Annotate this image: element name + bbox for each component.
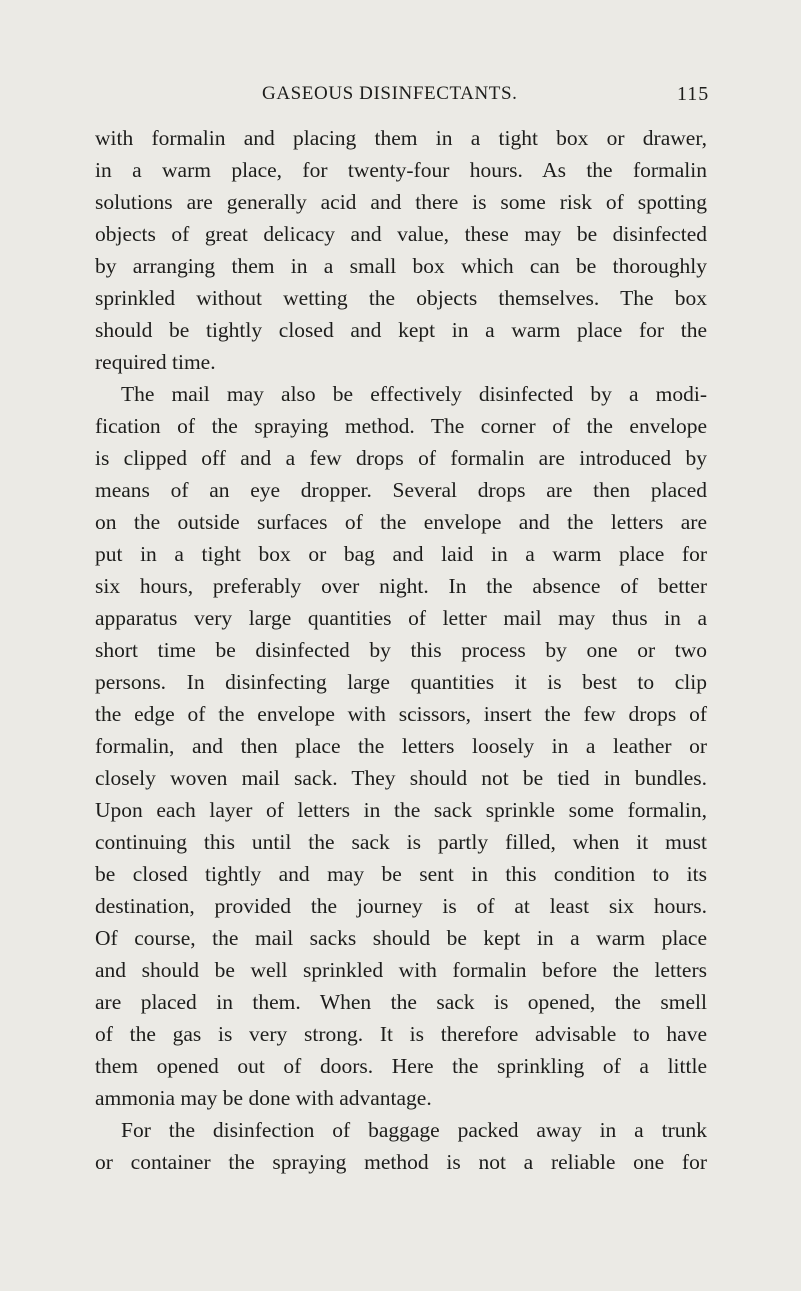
- text-line: are placed in them. When the sack is opened, the smell: [95, 990, 707, 1014]
- text-line: destination, provided the journey is of at least six hours.: [95, 894, 707, 918]
- running-head: [0, 83, 801, 113]
- text-line: Upon each layer of letters in the sack sprinkle some formalin,: [95, 798, 707, 822]
- text-line: closely woven mail sack. They should not be tied in bundles.: [95, 766, 707, 790]
- text-line: solutions are generally acid and there is some risk of spotting: [95, 190, 707, 214]
- text-line: be closed tightly and may be sent in this condition to its: [95, 862, 707, 886]
- running-title: GASEOUS DISINFECTANTS.: [262, 83, 518, 104]
- text-line: by arranging them in a small box which can be thoroughly: [95, 254, 707, 278]
- text-line: For the disinfection of baggage packed away in a trunk: [121, 1118, 707, 1142]
- text-line: short time be disinfected by this process by one or two: [95, 638, 707, 662]
- page-number: 115: [677, 83, 710, 105]
- text-line: sprinkled without wetting the objects themselves. The box: [95, 286, 707, 310]
- paragraph: [95, 1114, 707, 1178]
- text-line: continuing this until the sack is partly filled, when it must: [95, 830, 707, 854]
- text-line: is clipped off and a few drops of formalin are introduced by: [95, 446, 707, 470]
- text-line: on the outside surfaces of the envelope and the letters are: [95, 510, 707, 534]
- text-line: required time.: [95, 350, 216, 374]
- text-line: apparatus very large quantities of letter mail may thus in a: [95, 606, 707, 630]
- paragraph: [95, 378, 707, 1114]
- text-line: ammonia may be done with advantage.: [95, 1086, 432, 1110]
- text-line: of the gas is very strong. It is therefore advisable to have: [95, 1022, 707, 1046]
- text-line: Of course, the mail sacks should be kept in a warm place: [95, 926, 707, 950]
- text-line: them opened out of doors. Here the sprinkling of a little: [95, 1054, 707, 1078]
- text-line: or container the spraying method is not a reliable one for: [95, 1150, 707, 1174]
- paragraph: [95, 122, 707, 378]
- text-line: six hours, preferably over night. In the absence of better: [95, 574, 707, 598]
- text-line: with formalin and placing them in a tight box or drawer,: [95, 126, 707, 150]
- text-line: persons. In disinfecting large quantities it is best to clip: [95, 670, 707, 694]
- text-line: formalin, and then place the letters loosely in a leather or: [95, 734, 707, 758]
- text-line: put in a tight box or bag and laid in a warm place for: [95, 542, 707, 566]
- body-text: [95, 122, 707, 1178]
- text-line: means of an eye dropper. Several drops are then placed: [95, 478, 707, 502]
- text-line: objects of great delicacy and value, these may be disinfected: [95, 222, 707, 246]
- text-line: fication of the spraying method. The corner of the envelope: [95, 414, 707, 438]
- text-line: and should be well sprinkled with formalin before the letters: [95, 958, 707, 982]
- text-line: the edge of the envelope with scissors, insert the few drops of: [95, 702, 707, 726]
- text-line: The mail may also be effectively disinfected by a modi-: [121, 382, 707, 406]
- text-line: in a warm place, for twenty-four hours. As the formalin: [95, 158, 707, 182]
- text-line: should be tightly closed and kept in a warm place for the: [95, 318, 707, 342]
